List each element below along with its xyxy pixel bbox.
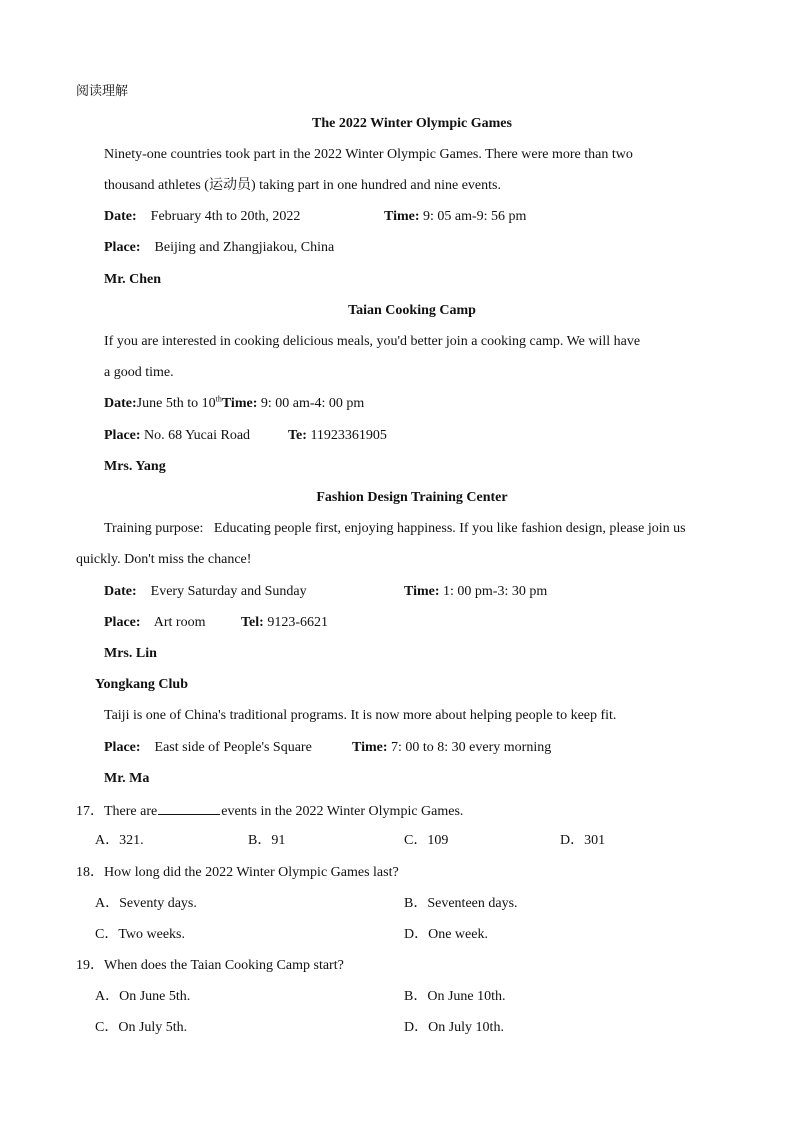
question-17-option-a: A．321. — [95, 833, 144, 848]
question-17-option-d: D．301 — [560, 833, 606, 848]
date-label: Date: — [104, 584, 137, 599]
olympics-time: 9: 05 am-9: 56 pm — [423, 209, 527, 224]
olympics-place: Beijing and Zhangjiakou, China — [154, 240, 335, 255]
place-label: Place: — [104, 240, 141, 255]
club-time-row — [352, 740, 551, 756]
cooking-tel-row — [288, 428, 387, 444]
time-label: Time: — [404, 584, 440, 599]
olympics-title: The 2022 Winter Olympic Games — [312, 116, 512, 131]
question-19-option-b: B．On June 10th. — [404, 989, 506, 1004]
question-17-option-b: B．91 — [248, 833, 286, 848]
question-19-option-d: D．On July 10th. — [404, 1020, 504, 1035]
tel-label: Te: — [288, 428, 307, 443]
question-19-option-c: C．On July 5th. — [95, 1020, 188, 1035]
fashion-tel-row — [241, 615, 328, 631]
club-time: 7: 00 to 8: 30 every morning — [391, 740, 552, 755]
question-stem-end: events in the 2022 Winter Olympic Games. — [221, 804, 464, 819]
question-17-stem — [76, 802, 463, 820]
club-title: Yongkang Club — [95, 677, 188, 692]
time-label: Time: — [384, 209, 420, 224]
question-18-stem: 18．How long did the 2022 Winter Olympic Games last? — [76, 865, 399, 880]
cooking-body-line2: a good time. — [104, 365, 174, 380]
question-18-option-d: D．One week. — [404, 927, 488, 942]
fashion-date: Every Saturday and Sunday — [150, 584, 307, 599]
fashion-time: 1: 00 pm-3: 30 pm — [443, 584, 548, 599]
question-stem-start: 17．There are — [76, 804, 158, 819]
club-body-line1: Taiji is one of China's traditional programs. It is now more about helping people to keep fit. — [104, 708, 617, 723]
cooking-person: Mrs. Yang — [104, 459, 166, 474]
fashion-time-row — [404, 584, 547, 600]
question-18-option-a: A．Seventy days. — [95, 896, 197, 911]
time-label: Time: — [221, 396, 258, 411]
olympics-time-row — [384, 209, 526, 225]
cooking-title: Taian Cooking Camp — [348, 303, 476, 318]
olympics-place-row — [104, 240, 334, 256]
fashion-title: Fashion Design Training Center — [316, 490, 508, 505]
cooking-body-line1: If you are interested in cooking delicious meals, you'd better join a cooking camp. We will have — [104, 334, 641, 349]
place-label: Place: — [104, 740, 141, 755]
cooking-date-time-row — [104, 396, 364, 412]
fashion-place: Art room — [153, 615, 206, 630]
fashion-place-row — [104, 615, 205, 631]
question-19-stem: 19．When does the Taian Cooking Camp start? — [76, 958, 344, 973]
date-label: Date: — [104, 396, 137, 411]
tel-label: Tel: — [241, 615, 264, 630]
olympics-body-line1: Ninety-one countries took part in the 2022 Winter Olympic Games. There were more than two — [104, 147, 633, 162]
cooking-date: June 5th to 10 — [136, 396, 216, 411]
place-label: Place: — [104, 615, 141, 630]
question-18-option-b: B．Seventeen days. — [404, 896, 518, 911]
answer-blank — [158, 802, 220, 815]
olympics-date: February 4th to 20th, 2022 — [150, 209, 301, 224]
date-label: Date: — [104, 209, 137, 224]
fashion-body-line1: Training purpose: Educating people first, enjoying happiness. If you like fashion design, please join us — [104, 521, 686, 536]
question-18-option-c: C．Two weeks. — [95, 927, 186, 942]
fashion-tel: 9123-6621 — [267, 615, 328, 630]
section-heading: 阅读理解 — [76, 84, 129, 99]
club-place-row — [104, 740, 312, 756]
olympics-person: Mr. Chen — [104, 272, 162, 287]
cooking-tel: 11923361905 — [310, 428, 387, 443]
place-label: Place: — [104, 428, 141, 443]
cooking-time: 9: 00 am-4: 00 pm — [260, 396, 365, 411]
cooking-date-suffix: th — [215, 394, 222, 404]
question-19-option-a: A．On June 5th. — [95, 989, 191, 1004]
olympics-body-line2: thousand athletes (运动员) taking part in one hundred and nine events. — [104, 178, 501, 193]
time-label: Time: — [352, 740, 388, 755]
fashion-person: Mrs. Lin — [104, 646, 157, 661]
cooking-place: No. 68 Yucai Road — [144, 428, 251, 443]
fashion-body-line2: quickly. Don't miss the chance! — [76, 552, 252, 567]
club-person: Mr. Ma — [104, 771, 150, 786]
fashion-date-row — [104, 584, 307, 600]
olympics-date-row — [104, 209, 300, 225]
cooking-place-row — [104, 428, 250, 444]
question-17-option-c: C．109 — [404, 833, 449, 848]
club-place: East side of People's Square — [154, 740, 312, 755]
